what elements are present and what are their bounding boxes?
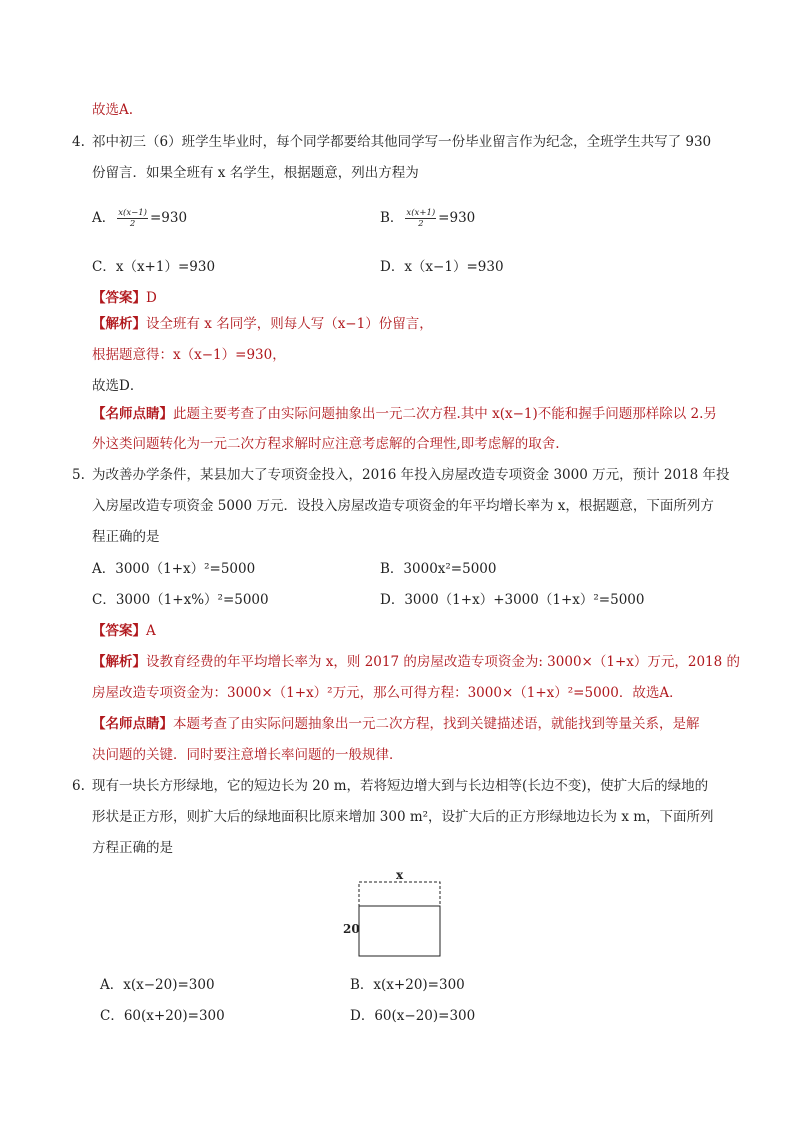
q5-option-a: A．3000（1+x）²=5000	[92, 561, 256, 577]
q4-option-c: C．x（x+1）=930	[92, 259, 216, 275]
q5-tip-tag: 【名师点睛】	[92, 716, 173, 732]
q4-option-a-numerator: x(x−1)	[118, 208, 147, 218]
q6-figure-diagram	[340, 868, 450, 960]
q6-stem-line2: 形状是正方形，则扩大后的绿地面积比原来增加 300 m²，设扩大后的正方形绿地边长为 x m，下面所列	[92, 809, 714, 825]
q4-tip-text1: 此题主要考查了由实际问题抽象出一元二次方程.其中 x(x−1)不能和握手问题那样除以 2.另	[173, 406, 717, 422]
q6-stem-line1: 现有一块长方形绿地，它的短边长为 20 m，若将短边增大到与长边相等(长边不变)，使扩大后的绿地的	[92, 778, 709, 794]
q5-answer	[92, 621, 156, 641]
q4-tip-line2: 外这类问题转化为一元二次方程求解时应注意考虑解的合理性,即考虑解的取舍.	[92, 436, 560, 452]
q6-option-a: A．x(x−20)=300	[100, 977, 215, 993]
q4-option-b-fraction	[405, 208, 436, 229]
q5-option-c: C．3000（1+x%）²=5000	[92, 592, 269, 608]
q4-stem-line2: 份留言．如果全班有 x 名学生，根据题意，列出方程为	[92, 165, 419, 181]
q5-analysis-text1: 设教育经费的年平均增长率为 x，则 2017 的房屋改造专项资金为: 3000×（1+x）万元，2018 的	[146, 654, 741, 670]
q5-analysis-line2: 房屋改造专项资金为：3000×（1+x）²万元，那么可得方程：3000×（1+x）²=5000．故选A．	[92, 685, 683, 701]
q4-option-a-label: A．	[92, 210, 116, 226]
q5-answer-value: A	[146, 623, 156, 639]
q4-analysis-text2-prefix: 根据题意得：	[92, 347, 173, 363]
q5-stem-line3: 程正确的是	[92, 529, 160, 545]
q4-analysis-tag: 【解析】	[92, 316, 146, 332]
q6-option-d: D．60(x−20)=300	[350, 1008, 476, 1024]
q4-analysis-line3: 故选D．	[92, 378, 144, 394]
q5-stem-line1: 为改善办学条件，某县加大了专项资金投入，2016 年投入房屋改造专项资金 3000 万元，预计 2018 年投	[92, 467, 730, 483]
q5-tip-line2: 决问题的关键．同时要注意增长率问题的一般规律．	[92, 747, 403, 763]
q4-stem-line1: 祁中初三（6）班学生毕业时，每个同学都要给其他同学写一份毕业留言作为纪念，全班学生共写了 930	[92, 134, 712, 150]
q4-analysis-text2-eq: x（x−1）=930，	[173, 347, 286, 363]
q4-tip-line1	[92, 404, 717, 424]
q4-option-b-numerator: x(x+1)	[406, 208, 436, 218]
q6-figure-label-x: x	[396, 868, 404, 882]
q6-stem-line3: 方程正确的是	[92, 840, 173, 856]
q6-option-c: C．60(x+20)=300	[100, 1008, 225, 1024]
q4-number: 4.	[72, 134, 85, 150]
q4-option-b-label: B．	[380, 210, 404, 226]
prev-answer-line: 故选A.	[92, 102, 134, 118]
q6-figure-label-20: 20	[343, 922, 360, 936]
q4-answer-tag: 【答案】	[92, 290, 146, 306]
q5-tip-text1: 本题考查了由实际问题抽象出一元二次方程，找到关键描述语，就能找到等量关系，是解	[173, 716, 700, 732]
q5-number: 5.	[72, 467, 85, 483]
q4-option-b	[380, 208, 475, 229]
q6-figure-extension-dashed	[359, 882, 440, 906]
q6-option-b: B．x(x+20)=300	[350, 977, 465, 993]
q5-analysis-line1	[92, 652, 740, 672]
q4-option-a-denominator: 2	[129, 219, 136, 229]
q5-option-d: D．3000（1+x）+3000（1+x）²=5000	[380, 592, 645, 608]
q4-answer-value: D	[146, 290, 157, 306]
q4-analysis-line2	[92, 345, 286, 365]
q4-analysis-text1: 设全班有 x 名同学，则每人写（x−1）份留言，	[146, 316, 433, 332]
q5-option-b: B．3000x²=5000	[380, 561, 497, 577]
q5-stem-line2: 入房屋改造专项资金 5000 万元．设投入房屋改造专项资金的年平均增长率为 x，根据题意，下面所列方	[92, 498, 714, 514]
q4-option-b-denominator: 2	[418, 219, 424, 229]
q4-tip-tag: 【名师点睛】	[92, 406, 173, 422]
q5-answer-tag: 【答案】	[92, 623, 146, 639]
q6-figure	[340, 868, 450, 960]
q6-number: 6.	[72, 778, 85, 794]
q4-option-d: D．x（x−1）=930	[380, 259, 504, 275]
q4-option-b-rest: =930	[438, 210, 476, 226]
q5-analysis-tag: 【解析】	[92, 654, 146, 670]
q4-option-a-rest: =930	[150, 210, 188, 226]
q4-analysis-line1	[92, 314, 433, 334]
q4-option-a	[92, 208, 187, 229]
q6-figure-original-rect	[359, 906, 440, 956]
q5-tip-line1	[92, 714, 700, 734]
q4-option-a-fraction	[117, 208, 148, 229]
q4-answer	[92, 288, 157, 308]
